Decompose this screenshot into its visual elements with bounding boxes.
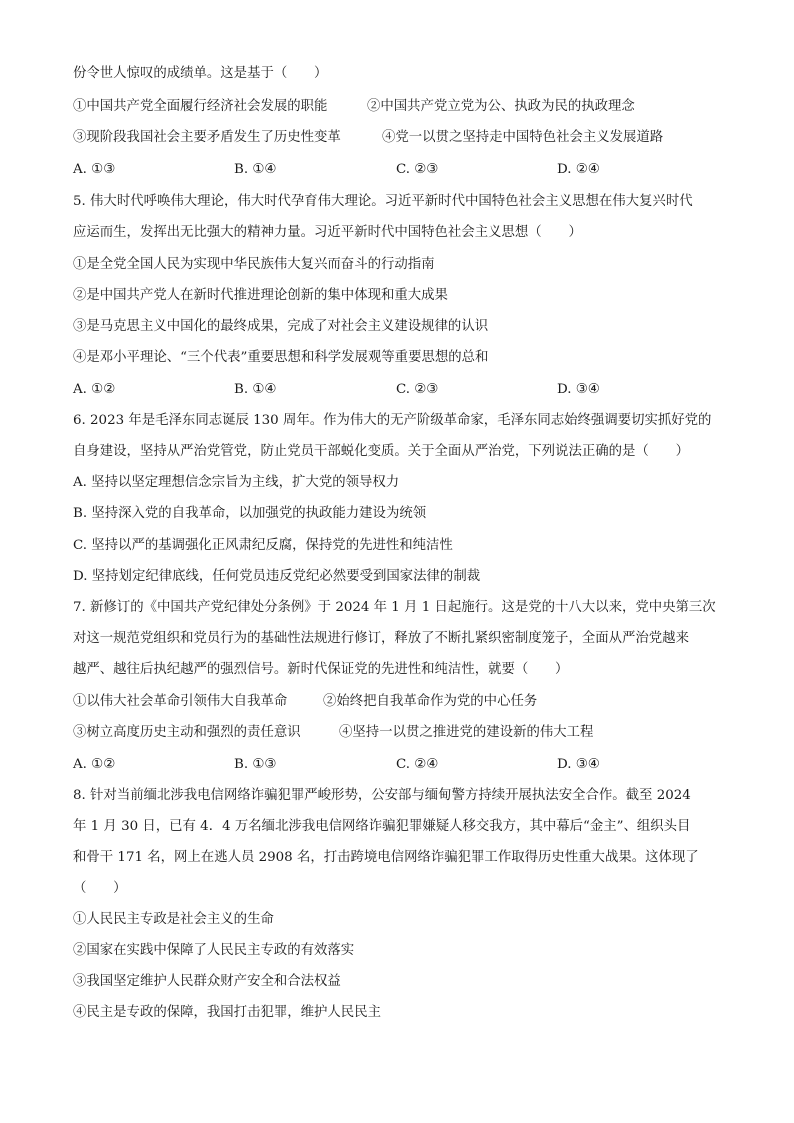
q7-option-b: B. ①③ [234,757,277,772]
q5-item-3: ③是马克思主义中国化的最终成果，完成了对社会主义建设规律的认识 [73,319,489,334]
q6-stem-line-2: 自身建设，坚持从严治党管党，防止党员干部蜕化变质。关于全面从严治党，下列说法正确的是（ ） [73,444,689,459]
q8-stem-line-4: （ ） [73,881,127,896]
q8-item-3: ③我国坚定维护人民群众财产安全和合法权益 [73,974,341,989]
q7-item-1: ①以伟大社会革命引领伟大自我革命 [73,694,288,709]
q5-stem-line-2: 应运而生，发挥出无比强大的精神力量。习近平新时代中国特色社会主义思想（ ） [73,225,582,240]
q8-item-1: ①人民民主专政是社会主义的生命 [73,912,274,927]
q5-option-b: B. ①④ [234,382,277,397]
q4-item-1: ①中国共产党全面履行经济社会发展的职能 [73,99,328,114]
q7-option-a: A. ①② [73,757,116,772]
q8-item-2: ②国家在实践中保障了人民民主专政的有效落实 [73,943,355,958]
q4-option-c: C. ②③ [396,162,439,177]
q4-option-d: D. ②④ [557,162,600,177]
q5-item-4: ④是邓小平理论、“三个代表”重要思想和科学发展观等重要思想的总和 [73,350,489,365]
q4-option-a: A. ①③ [73,162,116,177]
q5-stem-line-1: 5. 伟大时代呼唤伟大理论，伟大时代孕育伟大理论。习近平新时代中国特色社会主义思想在伟大复兴时代 [73,194,693,209]
q7-stem-line-2: 对这一规范党组织和党员行为的基础性法规进行修订，释放了不断扎紧织密制度笼子，全面从严治党越来 [73,631,689,646]
q4-option-b: B. ①④ [234,162,277,177]
q4-item-4: ④党一以贯之坚持走中国特色社会主义发展道路 [382,130,664,145]
q8-stem-line-3: 和骨干 171 名，网上在逃人员 2908 名，打击跨境电信网络诈骗犯罪工作取得历史性重大战果。这体现了 [73,850,699,865]
q5-item-1: ①是全党全国人民为实现中华民族伟大复兴而奋斗的行动指南 [73,257,435,272]
q5-option-c: C. ②③ [396,382,439,397]
q7-option-d: D. ③④ [557,757,600,772]
q5-option-d: D. ③④ [557,382,600,397]
q4-item-2: ②中国共产党立党为公、执政为民的执政理念 [367,99,635,114]
q8-item-4: ④民主是专政的保障，我国打击犯罪，维护人民民主 [73,1005,381,1020]
q6-option-c: C. 坚持以严的基调强化正风肃纪反腐，保持党的先进性和纯洁性 [73,538,453,553]
q8-stem-line-2: 年 1 月 30 日，已有 4．4 万名缅北涉我电信网络诈骗犯罪嫌疑人移交我方，其中幕后“金主”、组织头目 [73,819,691,834]
q7-stem-line-3: 越严、越往后执纪越严的强烈信号。新时代保证党的先进性和纯洁性，就要（ ） [73,662,569,677]
q6-option-a: A. 坚持以坚定理想信念宗旨为主线，扩大党的领导权力 [73,475,400,490]
q5-option-a: A. ①② [73,382,116,397]
q4-item-3: ③现阶段我国社会主要矛盾发生了历史性变革 [73,130,341,145]
q6-option-d: D. 坚持划定纪律底线，任何党员违反党纪必然要受到国家法律的制裁 [73,569,481,584]
q5-item-2: ②是中国共产党人在新时代推进理论创新的集中体现和重大成果 [73,288,448,303]
q7-item-3: ③树立高度历史主动和强烈的责任意识 [73,725,301,740]
q4-stem-tail: 份令世人惊叹的成绩单。这是基于（ ） [73,66,328,81]
q7-option-c: C. ②④ [396,757,439,772]
q6-stem-line-1: 6. 2023 年是毛泽东同志诞辰 130 周年。作为伟大的无产阶级革命家，毛泽东同志始终强调要切实抓好党的 [73,413,712,428]
q7-stem-line-1: 7. 新修订的《中国共产党纪律处分条例》于 2024 年 1 月 1 日起施行。这是党的十八大以来，党中央第三次 [73,600,716,615]
q6-option-b: B. 坚持深入党的自我革命，以加强党的执政能力建设为统领 [73,506,427,521]
q8-stem-line-1: 8. 针对当前缅北涉我电信网络诈骗犯罪严峻形势，公安部与缅甸警方持续开展执法安全合作。截至 2024 [73,788,691,803]
q7-item-4: ④坚持一以贯之推进党的建设新的伟大工程 [339,725,594,740]
q7-item-2: ②始终把自我革命作为党的中心任务 [323,694,538,709]
